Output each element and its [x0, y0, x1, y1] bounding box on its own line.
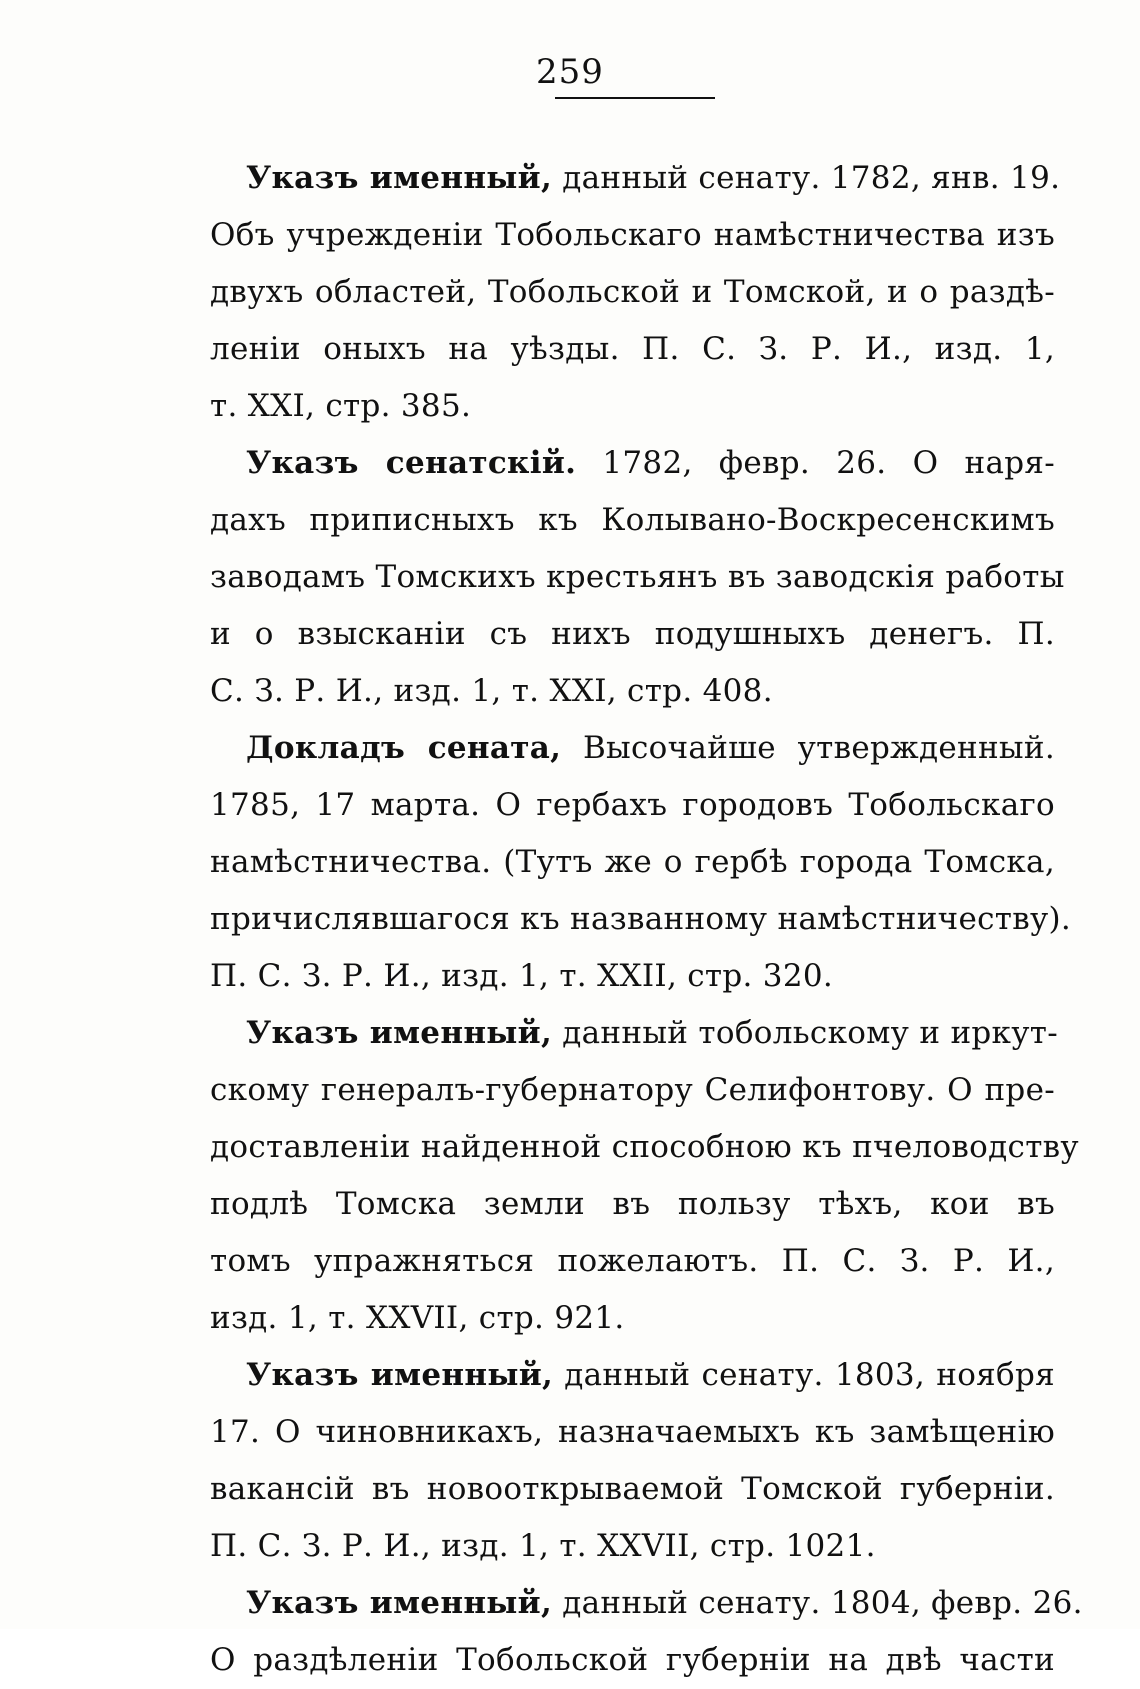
page-number-rule [555, 97, 715, 99]
entry-first-line [210, 1575, 1083, 1632]
entry-text: данный тобольскому и иркут- [562, 1015, 1058, 1051]
entry-decree-1782-jan [210, 150, 1061, 435]
entry-decree-1782-feb [210, 435, 1065, 720]
entry-line: С. З. Р. И., изд. 1, т. XXI, стр. 408. [210, 673, 773, 709]
entry-line: заводамъ Томскихъ крестьянъ въ заводскія работы [210, 559, 1065, 595]
entry-line: П. С. З. Р. И., изд. 1, т. XXVII, стр. 1021. [210, 1528, 876, 1564]
entry-lead: Указъ именный, [246, 1015, 553, 1051]
entry-line: т. XXI, стр. 385. [210, 388, 472, 424]
entry-first-line [210, 720, 1055, 777]
entry-line: намѣстничества. (Тутъ же о гербѣ города Томска, [210, 844, 1055, 880]
entry-line: доставленіи найденной способною къ пчеловодству [210, 1129, 1079, 1165]
entry-line: причислявшагося къ названному намѣстничеству). [210, 901, 1072, 937]
entry-first-line [210, 1347, 1055, 1404]
entry-report-1785 [210, 720, 1072, 1005]
page-number: 259 [536, 52, 604, 92]
entry-lead: Указъ сенатскій. [246, 445, 577, 481]
entry-line: скому генералъ-губернатору Селифонтову. О пре- [210, 1072, 1055, 1108]
entry-lead: Указъ именный, [246, 1585, 553, 1621]
entry-line: Объ учрежденіи Тобольскаго намѣстничества изъ [210, 217, 1055, 253]
entry-lead: Докладъ сената, [246, 730, 562, 766]
entry-text: Высочайше утвержденный. [582, 730, 1055, 766]
entry-decree-1804 [210, 1575, 1083, 1689]
entry-line: изд. 1, т. XXVII, стр. 921. [210, 1300, 625, 1336]
entry-line: 17. О чиновникахъ, назначаемыхъ къ замѣщенію [210, 1414, 1055, 1450]
entry-line: подлѣ Томска земли въ пользу тѣхъ, кои въ [210, 1186, 1055, 1222]
entry-line: 1785, 17 марта. О гербахъ городовъ Тобольскаго [210, 787, 1055, 823]
entry-line: двухъ областей, Тобольской и Томской, и о раздѣ- [210, 274, 1055, 310]
entry-line: дахъ приписныхъ къ Колывано-Воскресенскимъ [210, 502, 1055, 538]
entry-text: данный сенату. 1782, янв. 19. [562, 160, 1061, 196]
entry-first-line [210, 150, 1061, 207]
entry-text: данный сенату. 1803, ноября [564, 1357, 1055, 1393]
entry-text: данный сенату. 1804, февр. 26. [562, 1585, 1083, 1621]
entry-decree-1803 [210, 1347, 1055, 1575]
entry-line: вакансій въ новооткрываемой Томской губерніи. [210, 1471, 1055, 1507]
entry-line: П. С. З. Р. И., изд. 1, т. XXII, стр. 320. [210, 958, 834, 994]
entry-text: 1782, февр. 26. О наря- [602, 445, 1055, 481]
entry-lead: Указъ именный, [246, 1357, 554, 1393]
entry-first-line [210, 435, 1055, 492]
entry-decree-selifontov [210, 1005, 1079, 1347]
entry-line: О раздѣленіи Тобольской губерніи на двѣ части [210, 1642, 1055, 1678]
entry-lead: Указъ именный, [246, 160, 553, 196]
entry-first-line [210, 1005, 1058, 1062]
entry-line: томъ упражняться пожелаютъ. П. С. З. Р. И., [210, 1243, 1055, 1279]
body-text [210, 150, 1083, 1689]
entry-line: леніи оныхъ на уѣзды. П. С. З. Р. И., изд. 1, [210, 331, 1055, 367]
entry-line: и о взысканіи съ нихъ подушныхъ денегъ. П. [210, 616, 1055, 652]
